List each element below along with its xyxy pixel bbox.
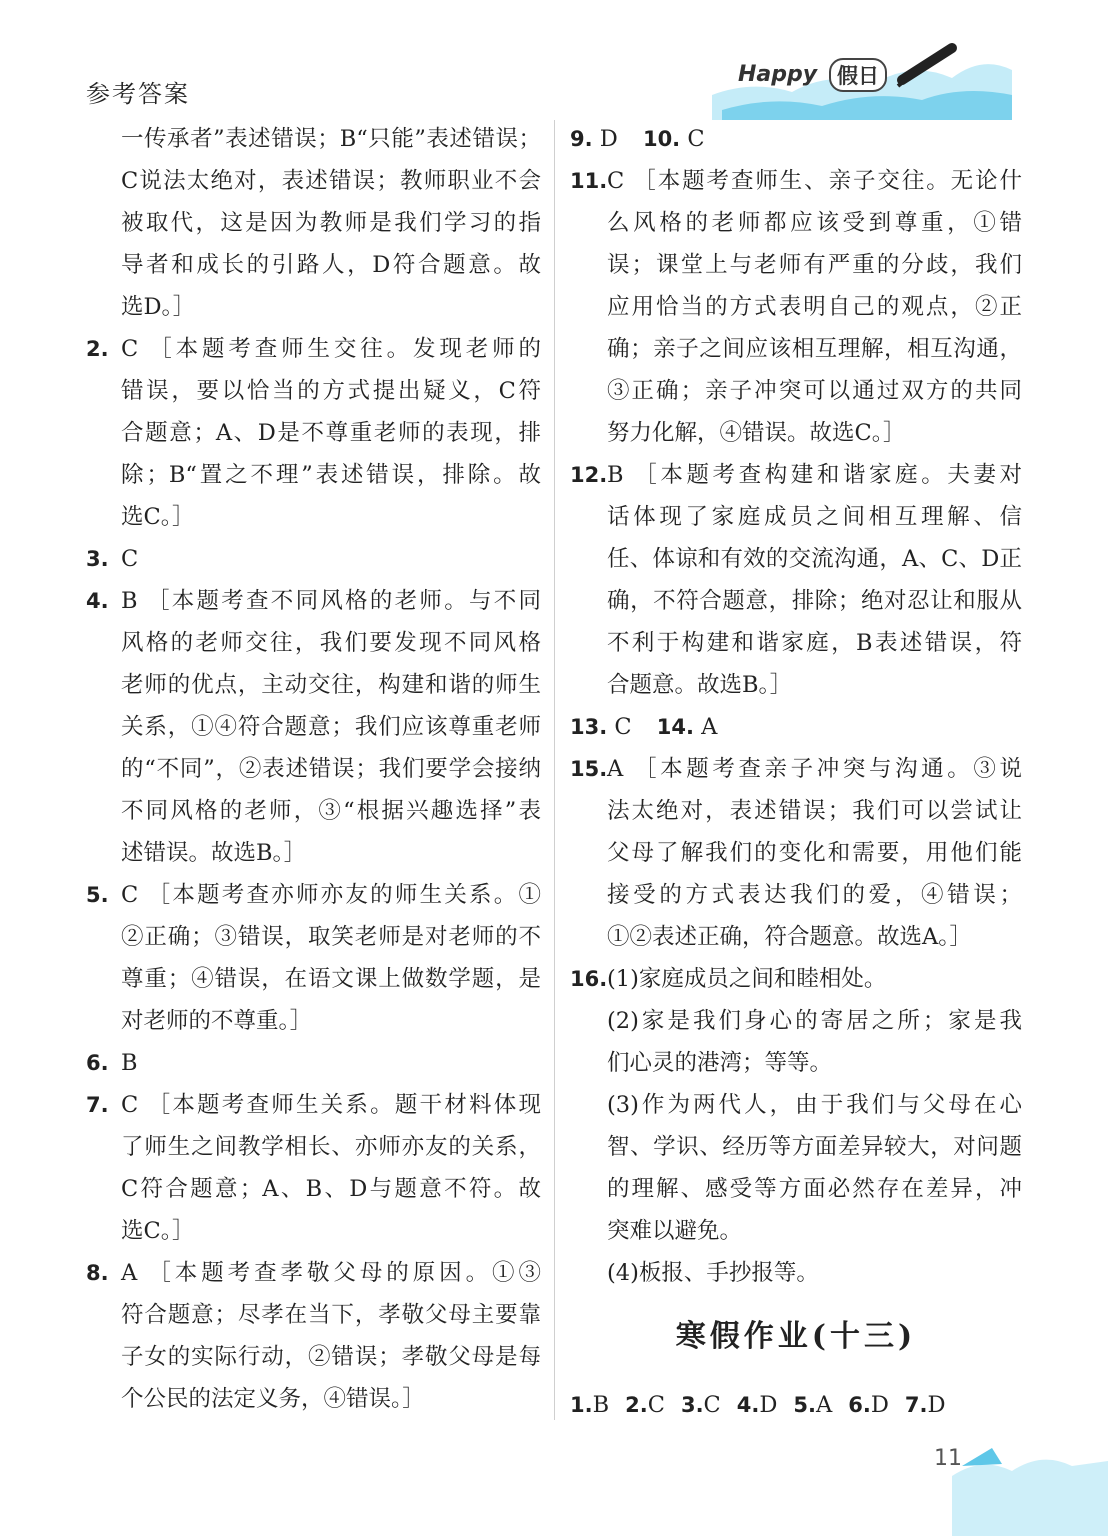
answer-line: 除；B“置之不理”表述错误，排除。故 [121,462,541,488]
answer-line: 法太绝对，表述错误；我们可以尝试让 [607,798,1022,824]
page-number: 11 [934,1446,962,1471]
answer-number: 1. [570,1393,593,1417]
left-column [86,118,541,1420]
answer-line: 被取代，这是因为教师是我们学习的指 [121,210,541,236]
answer-line: 智、学识、经历等方面差异较大，对问题 [607,1134,1022,1160]
answer-line: (2)家是我们身心的寄居之所；家是我 [607,1008,1022,1034]
answers-13-14 [570,706,1022,748]
answer-line: 符合题意；尽孝在当下，孝敬父母主要靠 [121,1302,541,1328]
answer-item [86,1084,541,1252]
answer-item [570,160,1022,454]
answer-item [570,748,1022,958]
answer-line: (3)作为两代人，由于我们与父母在心 [607,1092,1022,1118]
answer-line: 合题意；A、D是不尊重老师的表现，排 [121,420,541,446]
answer-line: 个公民的法定义务，④错误。］ [121,1386,425,1412]
answer-number: 16. [570,967,608,991]
answer-line: 导者和成长的引路人，D符合题意。故 [121,252,541,278]
answer-line: (4)板报、手抄报等。 [607,1260,819,1286]
answer-line: 么风格的老师都应该受到尊重，①错 [607,210,1022,236]
answer-number: 2. [86,337,109,361]
answer-number: 11. [570,169,608,193]
banner-happy-text: Happy [738,62,818,87]
right-column [570,118,1022,1426]
answer-number: 4. [736,1393,760,1417]
answer-line: 风格的老师交往，我们要发现不同风格 [121,630,541,656]
answer-line: 任、体谅和有效的交流沟通，A、C、D正 [607,546,1022,572]
answer-line: 对老师的不尊重。］ [121,1008,313,1034]
answer-line: 子女的实际行动，②错误；孝敬父母是每 [121,1344,541,1370]
answer-line: 突难以避免。 [607,1218,743,1244]
answer-value: C [647,1392,665,1418]
answer-line: C ［本题考查师生关系。题干材料体现 [121,1092,541,1118]
answer-line: 老师的优点，主动交往，构建和谐的师生 [121,672,541,698]
answer-number: 13. [570,715,608,739]
answer-line: 选C。］ [121,504,195,530]
section-title: 寒假作业(十三) [675,1319,917,1354]
answer-line: 话体现了家庭成员之间相互理解、信 [607,504,1022,530]
answer-number: 9. [570,127,593,151]
answer-line: (1)家庭成员之间和睦相处。 [607,966,887,992]
answer-value: B [592,1392,610,1418]
footer-wave-decoration [952,1436,1108,1536]
answer-number: 7. [86,1093,109,1117]
answer-line: 应用恰当的方式表明自己的观点，②正 [607,294,1022,320]
answer-number: 3. [680,1393,704,1417]
answer-line: 的“不同”，②表述错误；我们要学会接纳 [121,756,541,782]
answer-number: 2. [625,1393,648,1417]
answer-line: 合题意。故选B。］ [607,672,793,698]
answer-number: 5. [793,1393,816,1417]
answer-line: 们心灵的港湾；等等。 [607,1050,833,1076]
answer-line: 误；课堂上与老师有严重的分歧，我们 [607,252,1022,278]
column-divider [554,120,555,1420]
answer-item [86,328,541,538]
answer-item [86,1252,541,1420]
answer-line: 努力化解，④错误。故选C。］ [607,420,906,446]
answer-item [86,580,541,874]
answer-item [86,118,541,328]
answer-value: D [927,1392,946,1418]
answer-line: 选C。］ [121,1218,195,1244]
answers-9-10 [570,118,1022,160]
answer-value: A [816,1392,833,1418]
answer-number: 3. [86,547,109,571]
banner-holiday-badge: 假日 [829,58,887,92]
answers-row-13 [570,1384,1022,1426]
answer-value: C [687,126,705,152]
answer-line: ①②表述正确，符合题意。故选A。］ [607,924,972,950]
answer-number: 15. [570,757,608,781]
answer-line: B ［本题考查不同风格的老师。与不同 [121,588,541,614]
answer-line: 接受的方式表达我们的爱，④错误； [607,882,1022,908]
answer-value: C [614,714,632,740]
answer-number: 6. [86,1051,109,1075]
answer-line: B [121,1050,138,1076]
answer-line: C ［本题考查师生交往。发现老师的 [121,336,541,362]
answer-line: C符合题意；A、B、D与题意不符。故 [121,1176,541,1202]
answer-line: 确；亲子之间应该相互理解，相互沟通， [607,336,1022,362]
answer-line: ③正确；亲子冲突可以通过双方的共同 [607,378,1022,404]
answer-value: C [703,1392,721,1418]
answer-item [86,538,541,580]
answer-line: 关系，①④符合题意；我们应该尊重老师 [121,714,541,740]
answer-line: C ［本题考查亦师亦友的师生关系。① [121,882,541,908]
answer-item [570,454,1022,706]
answer-number: 14. [656,715,694,739]
answer-item [570,958,1022,1294]
answer-number: 4. [86,589,109,613]
answer-line: C [121,546,139,572]
answer-number: 8. [86,1261,109,1285]
answer-line: 了师生之间教学相长、亦师亦友的关系， [121,1134,541,1160]
answer-line: C说法太绝对，表述错误；教师职业不会 [121,168,541,194]
answer-line: ②正确；③错误，取笑老师是对老师的不 [121,924,541,950]
answer-value: A [701,714,718,740]
answer-number: 7. [904,1393,928,1417]
answer-line: 不利于构建和谐家庭，B表述错误，符 [607,630,1022,656]
answer-line: 不同风格的老师，③“根据兴趣选择”表 [121,798,541,824]
answer-line: 错误，要以恰当的方式提出疑义，C符 [121,378,541,404]
answer-number: 6. [848,1393,871,1417]
answer-line: 选D。］ [121,294,196,320]
answer-value: D [599,126,618,152]
answer-line: A ［本题考查孝敬父母的原因。①③ [121,1260,541,1286]
answer-line: 述错误。故选B。］ [121,840,307,866]
answer-line: C ［本题考查师生、亲子交往。无论什 [607,168,1022,194]
page-header-title: 参考答案 [86,80,190,108]
answer-line: 的理解、感受等方面必然存在差异，冲 [607,1176,1022,1202]
answer-item [86,1042,541,1084]
answer-line: B ［本题考查构建和谐家庭。夫妻对 [607,462,1022,488]
answer-line: 父母了解我们的变化和需要，用他们能 [607,840,1022,866]
answer-line: 一传承者”表述错误；B“只能”表述错误； [121,126,541,152]
answer-line: 尊重；④错误，在语文课上做数学题，是 [121,966,541,992]
answer-item [86,874,541,1042]
answer-line: 确，不符合题意，排除；绝对忍让和服从 [607,588,1022,614]
answer-value: D [759,1392,778,1418]
answer-number: 5. [86,883,109,907]
answer-number: 10. [642,127,681,151]
answer-number: 12. [570,463,608,487]
answer-line: A ［本题考查亲子冲突与沟通。③说 [607,756,1022,782]
answer-value: D [870,1392,889,1418]
